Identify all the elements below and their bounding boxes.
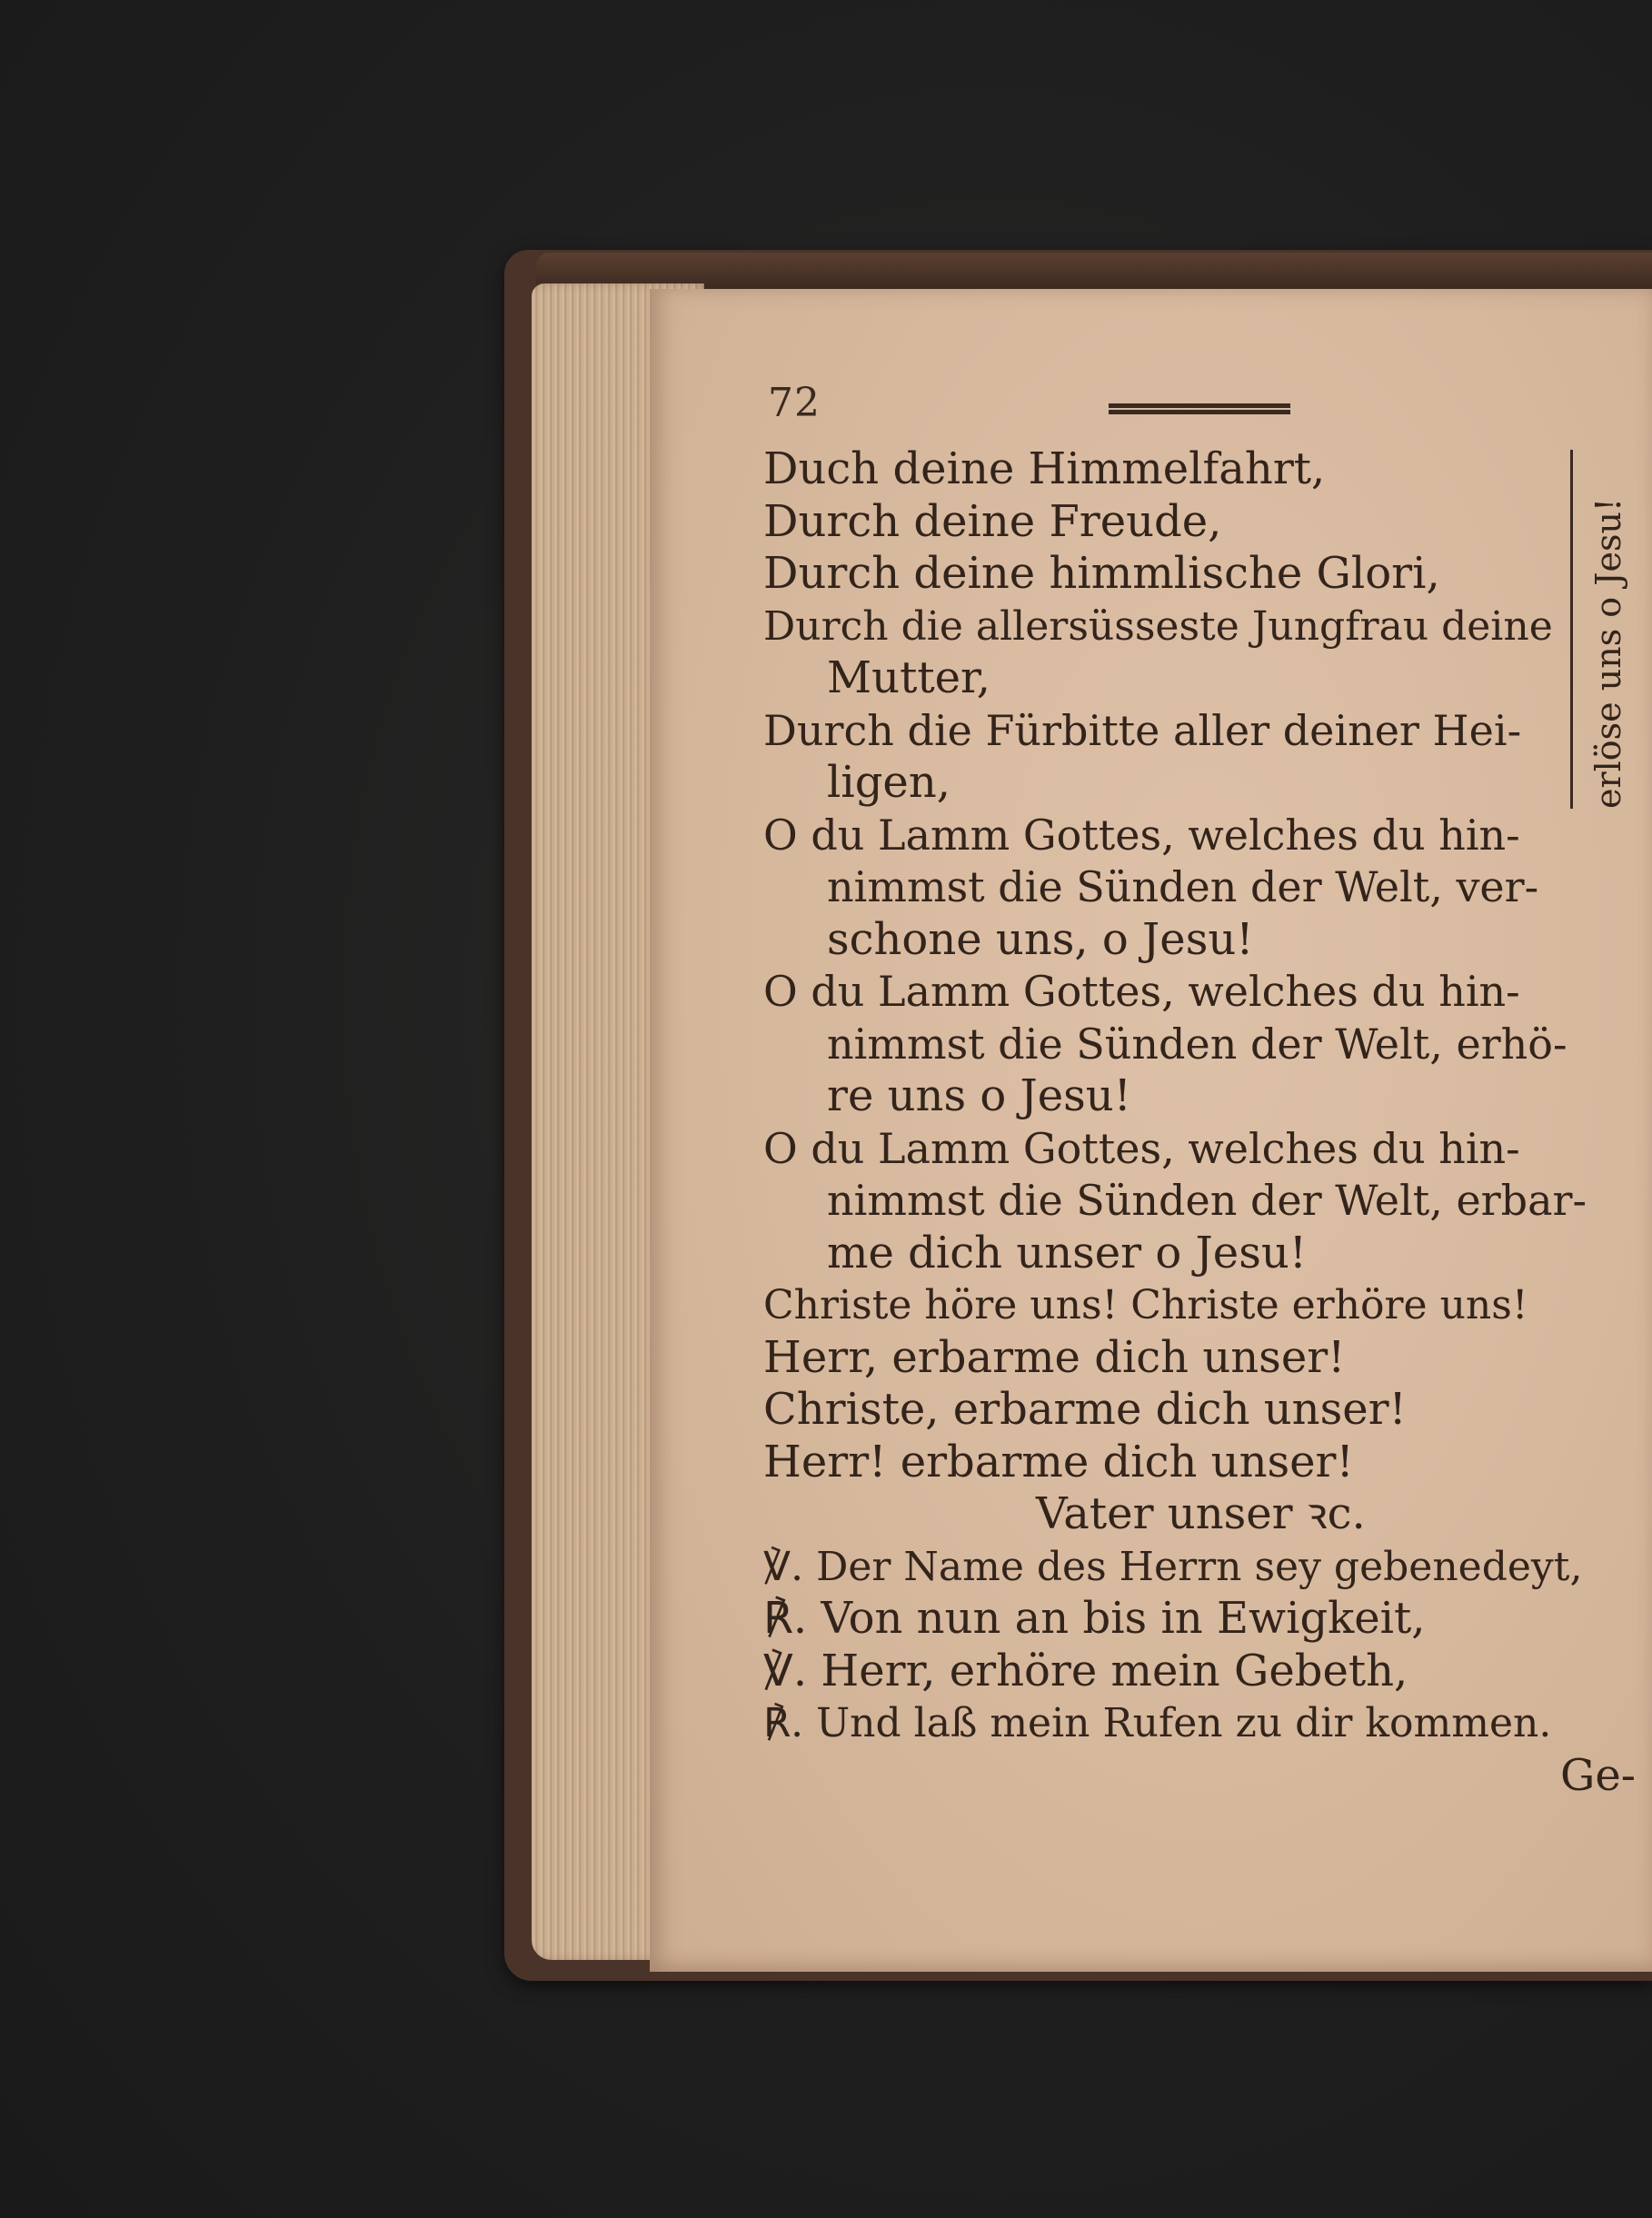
text-line: ℣. Der Name des Herrn sey gebenedeyt,: [763, 1543, 1583, 1590]
text-line: Duch deine Himmelfahrt,: [763, 443, 1326, 494]
text-line: me dich unser o Jesu!: [827, 1227, 1308, 1278]
text-line: Durch die allersüsseste Jungfrau deine: [763, 602, 1553, 650]
text-line: ℣. Herr, erhöre mein Gebeth,: [763, 1645, 1408, 1696]
text-line: Christe, erbarme dich unser!: [763, 1384, 1407, 1435]
text-line: schone uns, o Jesu!: [827, 913, 1254, 965]
text-line: ℟. Und laß mein Rufen zu dir kommen.: [763, 1700, 1552, 1746]
page-text: [763, 443, 1636, 1802]
text-line: ℟. Von nun an bis in Ewigkeit,: [763, 1593, 1426, 1644]
text-line: Durch die Fürbitte aller deiner Hei-: [763, 705, 1522, 755]
text-line: Herr! erbarme dich unser!: [763, 1436, 1354, 1487]
margin-note: erlöse uns o Jesu!: [1588, 497, 1628, 809]
text-line: nimmst die Sünden der Welt, ver-: [827, 862, 1539, 911]
text-line: Durch deine Freude,: [763, 495, 1222, 547]
text-line: re uns o Jesu!: [827, 1070, 1131, 1121]
text-line: nimmst die Sünden der Welt, erhö-: [827, 1019, 1567, 1069]
text-line: O du Lamm Gottes, welches du hin-: [763, 1123, 1520, 1173]
text-line: Vater unser ꝛc.: [1036, 1488, 1366, 1539]
text-line: O du Lamm Gottes, welches du hin-: [763, 967, 1520, 1016]
text-line: Herr, erbarme dich unser!: [763, 1331, 1346, 1383]
catchword: Ge-: [1560, 1749, 1636, 1801]
text-line: O du Lamm Gottes, welches du hin-: [763, 810, 1520, 860]
text-line: Christe höre uns! Christe erhöre uns!: [763, 1282, 1528, 1328]
page-number: 72: [768, 380, 821, 426]
text-line: nimmst die Sünden der Welt, erbar-: [827, 1176, 1587, 1225]
text-line: Mutter,: [827, 652, 990, 703]
page-header: [768, 380, 1295, 434]
text-line: Durch deine himmlische Glori,: [763, 548, 1440, 599]
header-ornament-rule: [1109, 403, 1290, 414]
text-line: ligen,: [827, 757, 951, 808]
